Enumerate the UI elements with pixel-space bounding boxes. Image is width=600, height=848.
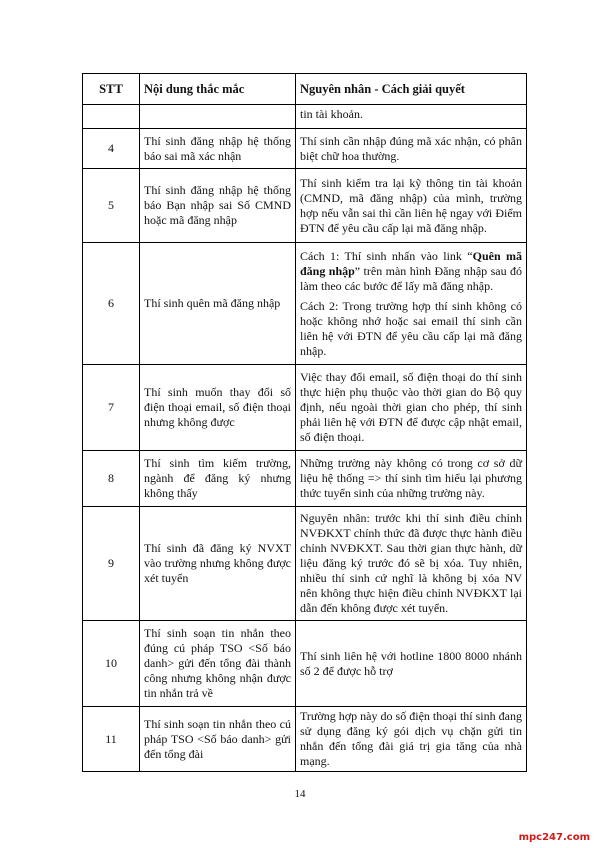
header-stt: STT (83, 74, 140, 105)
table-row (83, 129, 527, 169)
answer-cell (296, 129, 527, 169)
header-question: Nội dung thắc mắc (140, 74, 296, 105)
question-cell: Thí sinh quên mã đăng nhập (140, 243, 296, 365)
answer-cell (296, 507, 527, 621)
question-cell: Thí sinh đăng nhập hệ thống báo Bạn nhập sai Số CMND hoặc mã đăng nhập (140, 169, 296, 243)
question-cell (140, 105, 296, 129)
answer-cell (296, 169, 527, 243)
question-cell: Thí sinh đã đăng ký NVXT vào trường nhưng không được xét tuyển (140, 507, 296, 621)
stt-cell: 10 (83, 621, 140, 707)
table-row (83, 243, 527, 365)
answer-paragraph: Nguyên nhân: trước khi thí sinh điều chỉnh NVĐKXT chính thức đã được thực hành điều chỉnh NVĐKXT. Sau thời gian thực hành, dữ liệu đăng ký trước đó sẽ bị xóa. Tuy nhiên, nhiều thí sinh cứ nghĩ là không bị xóa NV nên không thực hiện điều chỉnh NVĐKXT lại dẫn đến không được xét tuyển. (300, 511, 522, 615)
stt-cell (83, 105, 140, 129)
answer-paragraph: Những trường này không có trong cơ sở dữ liệu hệ thống => thí sinh tìm hiểu lại phương thức tuyển sinh của những trường này. (300, 456, 522, 500)
question-cell: Thí sinh soạn tin nhắn theo cú pháp TSO <Số báo danh> gửi đến tổng đài (140, 707, 296, 772)
faq-table (82, 73, 527, 772)
answer-paragraph: Trường hợp này do số điện thoại thí sinh đang sử dụng đăng ký gói dịch vụ chặn gửi tin nhắn đến tổng đài giá trị gia tăng của nhà mạng. (300, 709, 522, 768)
question-cell: Thí sinh tìm kiếm trường, ngành để đăng ký nhưng không thấy (140, 451, 296, 507)
answer-paragraph: Thí sinh cần nhập đúng mã xác nhận, có phân biệt chữ hoa thường. (300, 133, 522, 163)
stt-cell: 9 (83, 507, 140, 621)
watermark: mpc247.com (518, 832, 590, 843)
stt-cell: 11 (83, 707, 140, 772)
stt-cell: 4 (83, 129, 140, 169)
question-cell: Thí sinh soạn tin nhắn theo đúng cú pháp TSO <Số báo danh> gửi đến tổng đài thành công nhưng không nhận được tin nhắn trả về (140, 621, 296, 707)
header-answer: Nguyên nhân - Cách giải quyết (296, 74, 527, 105)
table-row (83, 707, 527, 772)
answer-cell (296, 451, 527, 507)
table-row (83, 451, 527, 507)
answer-cell (296, 365, 527, 451)
table-row (83, 507, 527, 621)
stt-cell: 6 (83, 243, 140, 365)
answer-paragraph (300, 249, 522, 294)
answer-cell (296, 707, 527, 772)
question-cell: Thí sinh đăng nhập hệ thống báo sai mã xác nhận (140, 129, 296, 169)
answer-paragraph: Việc thay đổi email, số điện thoại do thí sinh thực hiện phụ thuộc vào thời gian do Bộ quy định, nếu ngoài thời gian cho phép, thí sinh phải liên hệ với ĐTN để được cập nhật email, số điện thoại. (300, 370, 522, 444)
table-row-continuation (83, 105, 527, 129)
answer-cell (296, 621, 527, 707)
table-row (83, 621, 527, 707)
answer-text: ” trên màn hình Đăng nhập sau đó làm theo các bước để lấy mã đăng nhập. (300, 263, 522, 293)
answer-text: Cách 1: Thí sinh nhấn vào link “ (300, 248, 473, 263)
page-number: 14 (294, 788, 306, 800)
table-row (83, 169, 527, 243)
answer-paragraph: Cách 2: Trong trường hợp thí sinh không có hoặc không nhớ hoặc sai email thí sinh cần liên hệ với ĐTN để yêu cầu cấp lại mã đăng nhập. (300, 298, 522, 358)
stt-cell: 7 (83, 365, 140, 451)
answer-paragraph: Thí sinh kiểm tra lại kỹ thông tin tài khoản (CMND, mã đăng nhập) của mình, trường hợp nếu vẫn sai thì cần liên hệ ngay với Điểm ĐTN để yêu cầu cấp lại mã đăng nhập. (300, 175, 522, 235)
stt-cell: 8 (83, 451, 140, 507)
question-cell: Thí sinh muốn thay đổi số điện thoại email, số điện thoại nhưng không được (140, 365, 296, 451)
stt-cell: 5 (83, 169, 140, 243)
table-row (83, 365, 527, 451)
table-header-row (83, 74, 527, 105)
answer-paragraph: Thí sinh liên hệ với hotline 1800 8000 nhánh số 2 để được hỗ trợ (300, 648, 522, 678)
answer-cell (296, 243, 527, 365)
forgot-login-code-link: Quên mã đăng nhập (300, 248, 522, 278)
answer-cell: tin tài khoản. (296, 105, 527, 129)
